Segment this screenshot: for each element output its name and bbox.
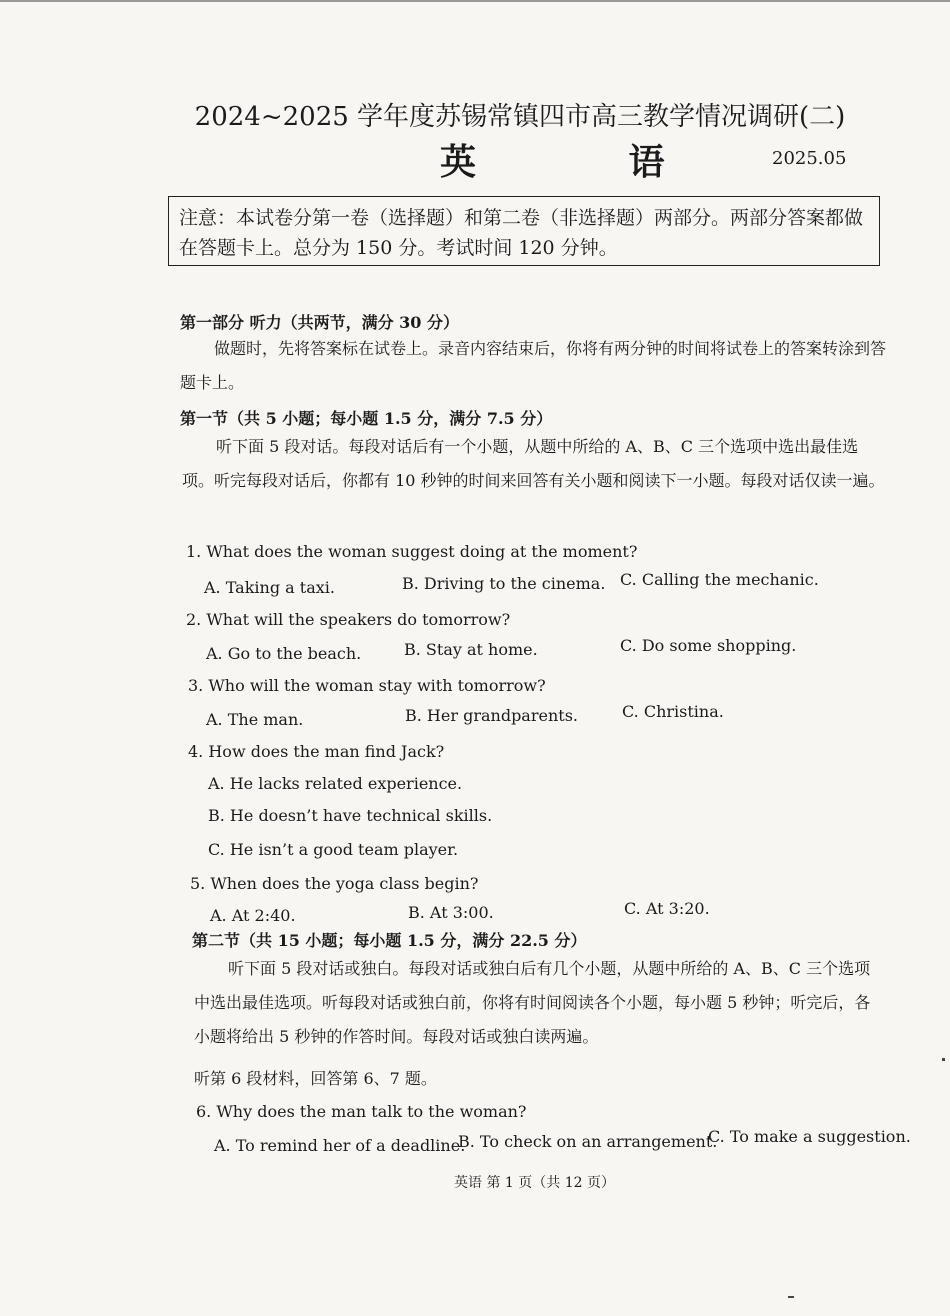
q5-option-b: B. At 3:00. <box>408 903 494 922</box>
page-footer: 英语 第 1 页（共 12 页） <box>454 1175 615 1191</box>
question-2: 2. What will the speakers do tomorrow? <box>186 610 511 629</box>
question-4: 4. How does the man find Jack? <box>188 742 445 761</box>
q6-option-b: B. To check on an arrangement. <box>458 1132 718 1151</box>
question-6: 6. Why does the man talk to the woman? <box>196 1102 527 1121</box>
q4-option-a: A. He lacks related experience. <box>208 774 463 793</box>
q1-option-c: C. Calling the mechanic. <box>620 570 819 589</box>
q2-option-c: C. Do some shopping. <box>620 636 797 655</box>
q2-option-b: B. Stay at home. <box>404 640 538 659</box>
exam-title: 2024~2025 学年度苏锡常镇四市高三教学情况调研(二) <box>194 102 846 132</box>
part1-heading: 第一部分 听力（共两节，满分 30 分） <box>180 313 459 332</box>
q4-option-b: B. He doesn’t have technical skills. <box>208 806 493 825</box>
section2-instruction: 听下面 5 段对话或独白。每段对话或独白后有几个小题，从题中所给的 A、B、C 三个选项中选出最佳选项。听每段对话或独白前，你将有时间阅读各个小题，每小题 5 秒钟；听完后，各小题将给出 5 秒钟的作答时间。每段对话或独白读两遍。 <box>194 959 871 1046</box>
q1-option-a: A. Taking a taxi. <box>204 578 335 597</box>
section1-instruction: 听下面 5 段对话。每段对话后有一个小题，从题中所给的 A、B、C 三个选项中选出最佳选项。听完每段对话后，你都有 10 秒钟的时间来回答有关小题和阅读下一小题。每段对话仅读一遍。 <box>182 437 885 490</box>
q3-option-c: C. Christina. <box>622 702 724 721</box>
section1-heading: 第一节（共 5 小题；每小题 1.5 分，满分 7.5 分） <box>180 409 553 428</box>
question-1: 1. What does the woman suggest doing at the moment? <box>186 542 638 561</box>
q6-option-c: C. To make a suggestion. <box>708 1127 911 1146</box>
question-5: 5. When does the yoga class begin? <box>190 874 479 893</box>
q5-option-c: C. At 3:20. <box>624 899 710 918</box>
q6-option-a: A. To remind her of a deadline. <box>214 1136 466 1155</box>
exam-subject: 英 语 <box>440 141 735 183</box>
section2-heading: 第二节（共 15 小题；每小题 1.5 分，满分 22.5 分） <box>192 931 587 950</box>
q4-option-c: C. He isn’t a good team player. <box>208 840 459 859</box>
q3-option-a: A. The man. <box>206 710 304 729</box>
scan-edge <box>0 0 950 2</box>
section2-material: 听第 6 段材料，回答第 6、7 题。 <box>194 1069 437 1088</box>
notice-box: 注意：本试卷分第一卷（选择题）和第二卷（非选择题）两部分。两部分答案都做在答题卡上。总分为 150 分。考试时间 120 分钟。 <box>168 196 880 266</box>
q2-option-a: A. Go to the beach. <box>206 644 362 663</box>
q3-option-b: B. Her grandparents. <box>405 706 578 725</box>
question-3: 3. Who will the woman stay with tomorrow? <box>188 676 546 695</box>
q5-option-a: A. At 2:40. <box>210 906 296 925</box>
q1-option-b: B. Driving to the cinema. <box>402 574 606 593</box>
part1-instruction: 做题时，先将答案标在试卷上。录音内容结束后，你将有两分钟的时间将试卷上的答案转涂到答题卡上。 <box>180 339 887 392</box>
scan-speck <box>942 1058 945 1061</box>
scan-speck <box>788 1296 794 1298</box>
exam-date: 2025.05 <box>772 148 847 169</box>
